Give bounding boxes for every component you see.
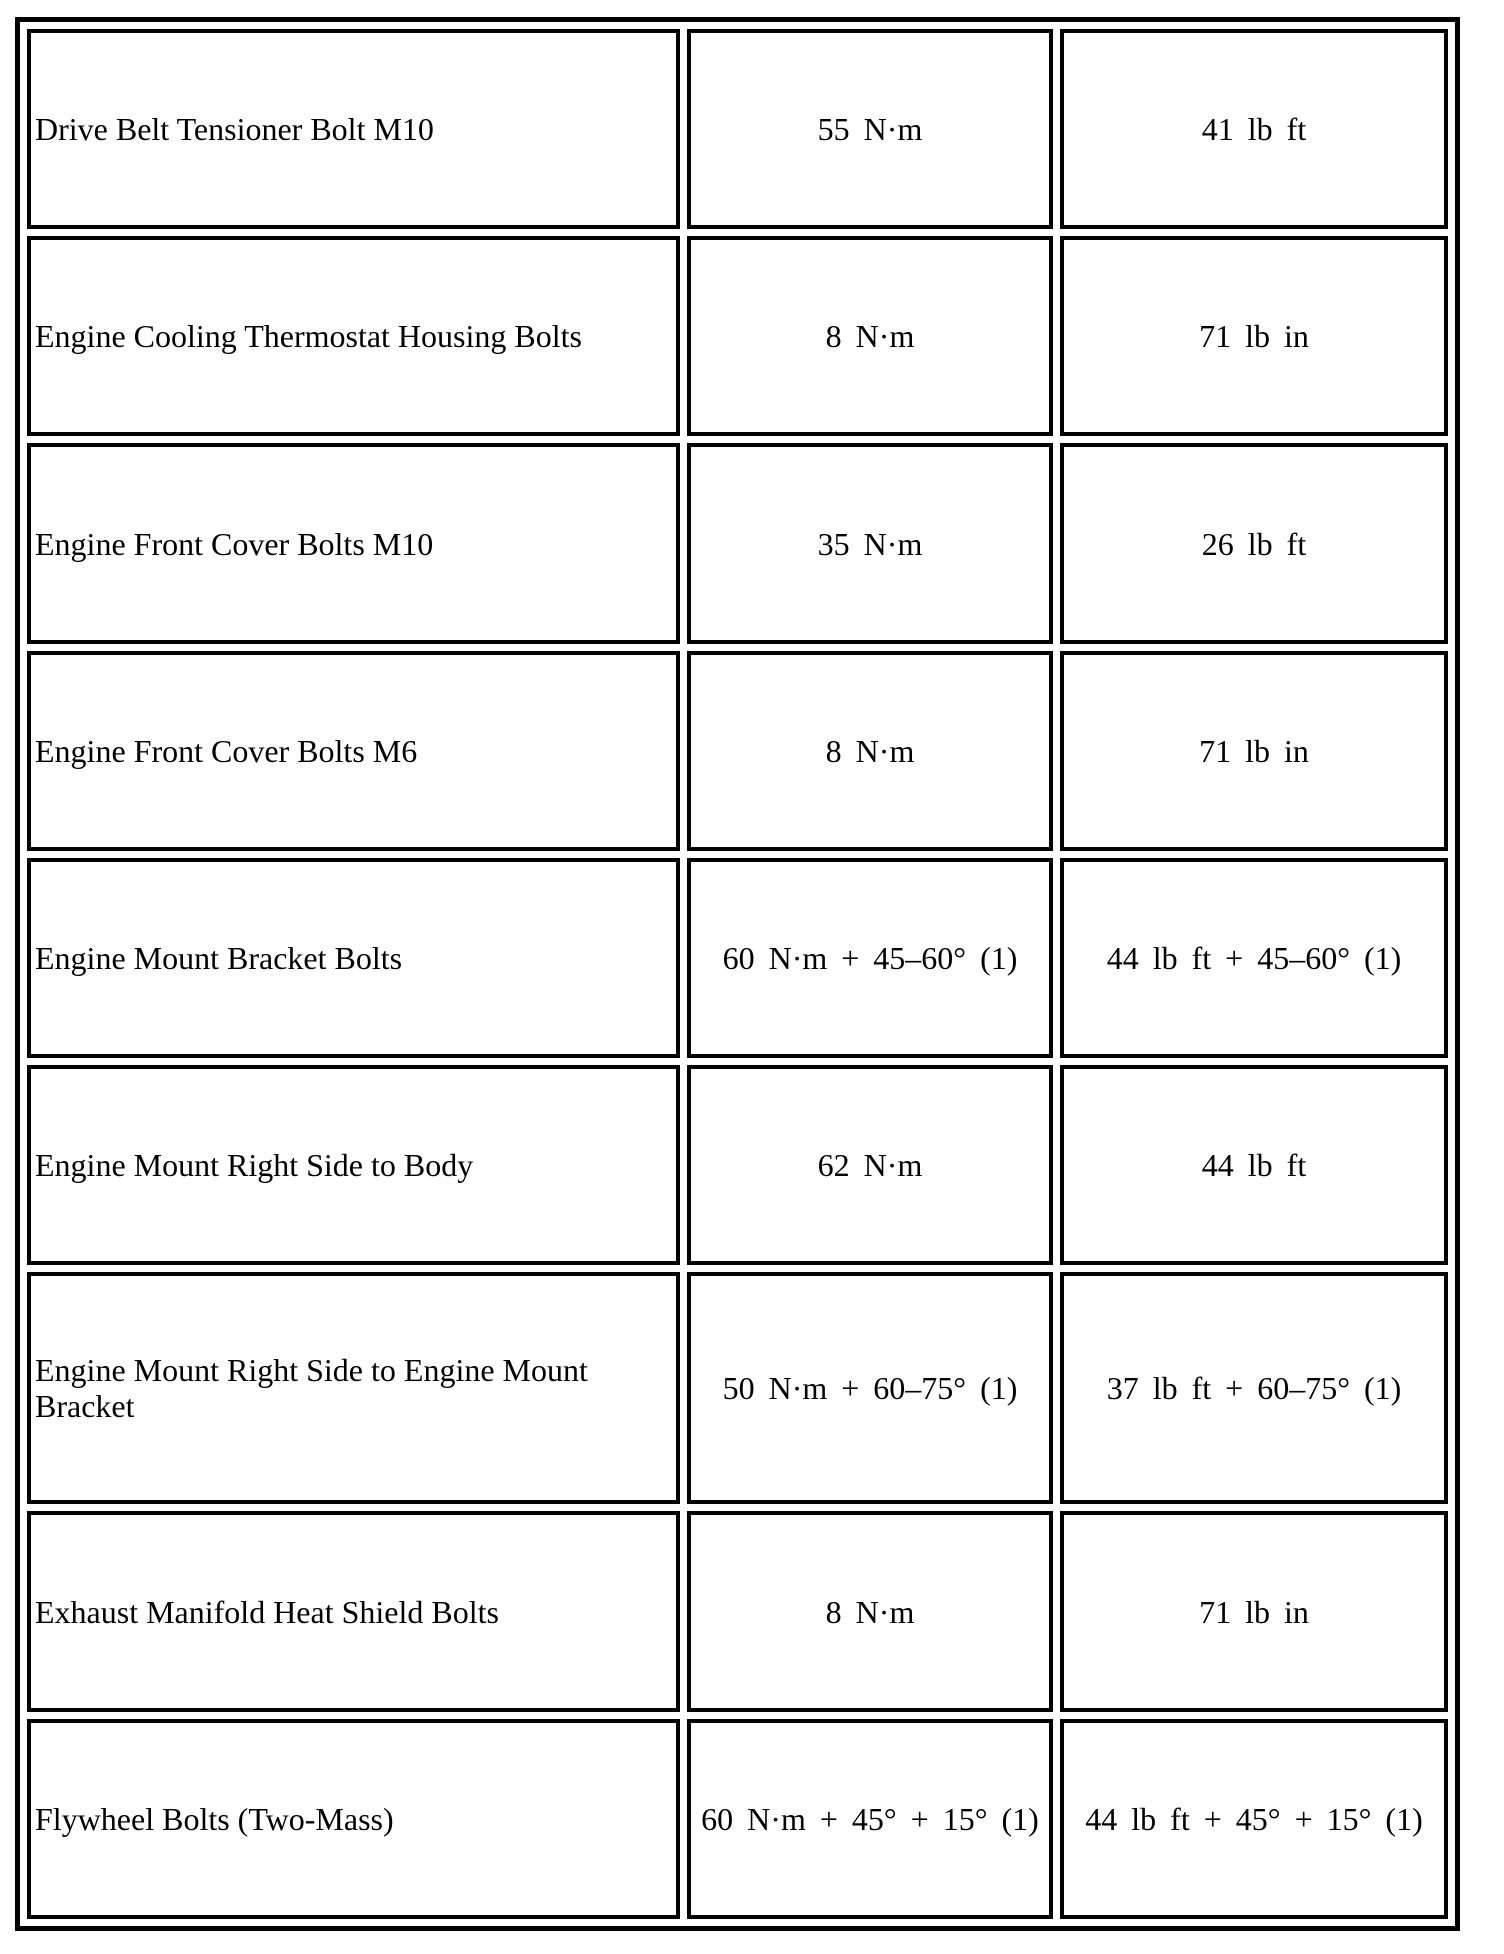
- fastener-name-cell: Drive Belt Tensioner Bolt M10: [27, 29, 680, 229]
- english-torque-cell: 37 lb ft + 60–75° (1): [1060, 1272, 1448, 1504]
- metric-torque-cell: 60 N·m + 45–60° (1): [687, 858, 1053, 1058]
- english-torque-cell: 44 lb ft + 45° + 15° (1): [1060, 1719, 1448, 1919]
- metric-torque-cell: 62 N·m: [687, 1065, 1053, 1265]
- table-row: [27, 651, 1448, 851]
- table-row: [27, 858, 1448, 1058]
- fastener-name-cell: Engine Mount Right Side to Body: [27, 1065, 680, 1265]
- fastener-name-cell: Engine Cooling Thermostat Housing Bolts: [27, 236, 680, 436]
- english-torque-cell: 44 lb ft: [1060, 1065, 1448, 1265]
- metric-torque-cell: 35 N·m: [687, 443, 1053, 643]
- english-torque-cell: 71 lb in: [1060, 236, 1448, 436]
- table-row: [27, 236, 1448, 436]
- torque-spec-table: [15, 17, 1460, 1931]
- fastener-name-cell: Engine Mount Right Side to Engine Mount Bracket: [27, 1272, 680, 1504]
- table-row: [27, 1065, 1448, 1265]
- table-row: [27, 1719, 1448, 1919]
- english-torque-cell: 71 lb in: [1060, 1511, 1448, 1711]
- metric-torque-cell: 50 N·m + 60–75° (1): [687, 1272, 1053, 1504]
- metric-torque-cell: 8 N·m: [687, 236, 1053, 436]
- english-torque-cell: 44 lb ft + 45–60° (1): [1060, 858, 1448, 1058]
- fastener-name-cell: Engine Front Cover Bolts M6: [27, 651, 680, 851]
- fastener-name-cell: Engine Front Cover Bolts M10: [27, 443, 680, 643]
- fastener-name-cell: Exhaust Manifold Heat Shield Bolts: [27, 1511, 680, 1711]
- fastener-name-cell: Engine Mount Bracket Bolts: [27, 858, 680, 1058]
- english-torque-cell: 26 lb ft: [1060, 443, 1448, 643]
- table-row: [27, 443, 1448, 643]
- metric-torque-cell: 8 N·m: [687, 651, 1053, 851]
- metric-torque-cell: 8 N·m: [687, 1511, 1053, 1711]
- english-torque-cell: 41 lb ft: [1060, 29, 1448, 229]
- english-torque-cell: 71 lb in: [1060, 651, 1448, 851]
- metric-torque-cell: 60 N·m + 45° + 15° (1): [687, 1719, 1053, 1919]
- table-row: [27, 1511, 1448, 1711]
- table-row: [27, 29, 1448, 229]
- fastener-name-cell: Flywheel Bolts (Two-Mass): [27, 1719, 680, 1919]
- metric-torque-cell: 55 N·m: [687, 29, 1053, 229]
- table-row: [27, 1272, 1448, 1504]
